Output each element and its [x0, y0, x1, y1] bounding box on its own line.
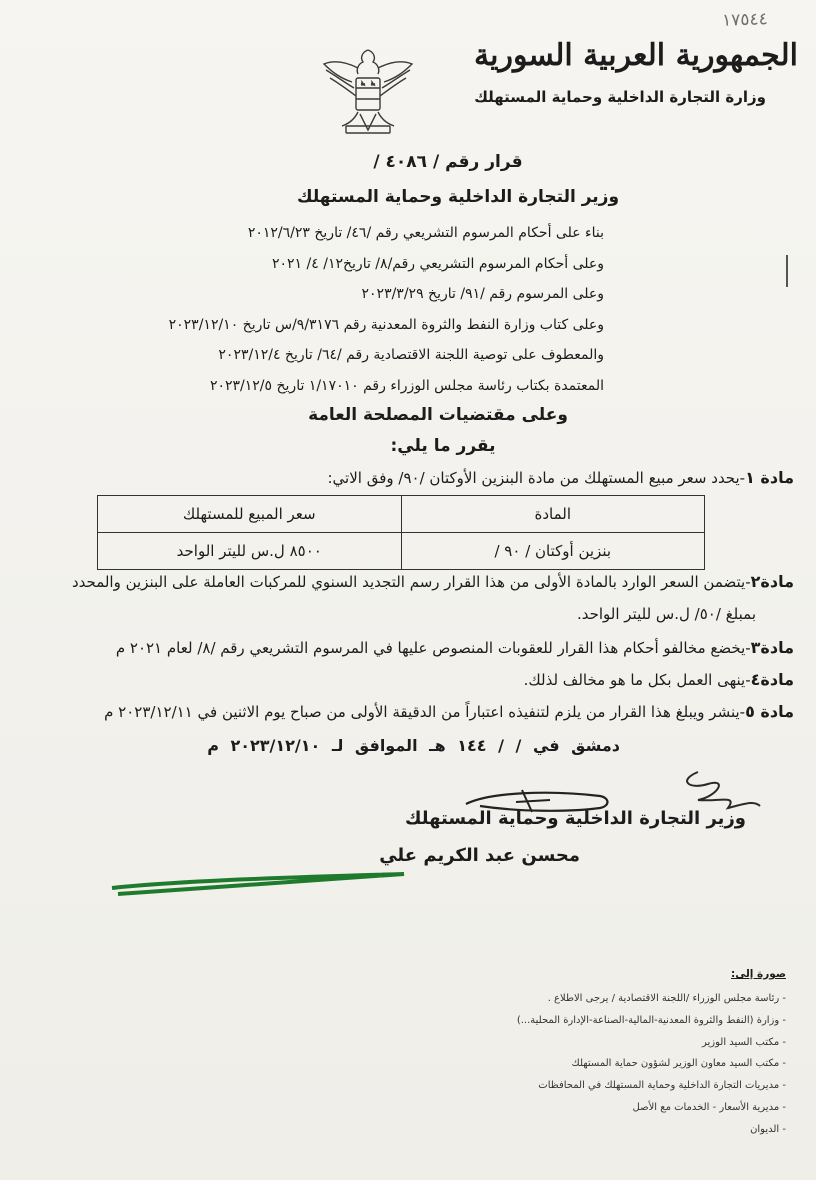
signatory-title: وزير التجارة الداخلية وحماية المستهلك	[405, 808, 746, 829]
table-cell: ٨٥٠٠ ل.س لليتر الواحد	[98, 533, 402, 570]
basis-line: وعلى كتاب وزارة النفط والثروة المعدنية رقم ٩/٣١٧٦/س تاريخ ٢٠٢٣/١٢/١٠	[168, 316, 604, 333]
list-item: - مديرية الأسعار - الخدمات مع الأصل	[632, 1101, 786, 1113]
basis-line: بناء على أحكام المرسوم التشريعي رقم /٤٦/ تاريخ ٢٠١٢/٦/٢٣	[247, 225, 604, 241]
table-header-row	[98, 496, 705, 533]
article-label: مادة٢	[750, 572, 794, 591]
article-text: -يحدد سعر مبيع المستهلك من مادة البنزين الأوكتان /٩٠/ وفق الاتي:	[327, 469, 746, 487]
article-2	[72, 572, 794, 591]
table-header-cell: سعر المبيع للمستهلك	[98, 496, 402, 533]
basis-line: والمعطوف على توصية اللجنة الاقتصادية رقم /٦٤/ تاريخ ٢٠٢٣/١٢/٤	[218, 347, 604, 364]
syrian-eagle-emblem-icon	[318, 38, 418, 138]
article-3	[116, 638, 794, 657]
list-item: - مكتب السيد معاون الوزير لشؤون حماية المستهلك	[571, 1058, 786, 1070]
basis-line: وعلى أحكام المرسوم التشريعي رقم/٨/ تاريخ١٢/ ٤/ ٢٠٢١	[272, 255, 604, 272]
price-table	[97, 495, 705, 570]
list-item: - رئاسة مجلس الوزراء /اللجنة الاقتصادية / يرجى الاطلاع .	[547, 993, 786, 1004]
article-text: -يخضع مخالفو أحكام هذا القرار للعقوبات المنصوص عليها في المرسوم التشريعي رقم /٨/ لعام ٢٠٢١ م	[115, 639, 751, 657]
article-label: مادة٤	[750, 670, 794, 689]
article-4	[524, 670, 794, 689]
legal-basis-list	[168, 218, 604, 402]
issue-date-line: دمشق في / / ١٤٤ هـ الموافق لـ ٢٠٢٣/١٢/١٠ م	[207, 736, 620, 755]
table-row	[98, 533, 705, 570]
article-1	[328, 468, 795, 487]
copies-heading: صورة إلى:	[731, 968, 786, 980]
article-label: مادة ١	[745, 468, 794, 487]
article-5	[104, 702, 794, 721]
list-item: - مكتب السيد الوزير	[702, 1036, 786, 1048]
list-item: - الديوان	[750, 1123, 786, 1135]
article-2-continuation: بمبلغ /٥٠/ ل.س لليتر الواحد.	[576, 605, 756, 623]
article-text: -ينهى العمل بكل ما هو مخالف لذلك.	[523, 671, 751, 689]
issuer-heading: وزير التجارة الداخلية وحماية المستهلك	[296, 187, 620, 207]
article-text: -ينشر ويبلغ هذا القرار من يلزم لتنفيذه اعتباراً من الدقيقة الأولى من صباح يوم الاثنين في ٢٠٢٣/١٢/١١ م	[104, 703, 746, 721]
decision-number: قرار رقم / ٤٠٨٦ /	[373, 152, 523, 172]
table-cell: بنزين أوكتان / ٩٠ /	[401, 533, 705, 570]
reference-number: ١٧٥٤٤	[722, 9, 769, 31]
list-item: - وزارة (النفط والثروة المعدنية-المالية-الصناعة-الإدارة المحلية...)	[516, 1014, 786, 1026]
copies-list	[517, 988, 786, 1141]
decides-heading: يقرر ما يلي:	[390, 436, 496, 456]
basis-line: وعلى المرسوم رقم /٩١/ تاريخ ٢٠٢٣/٣/٢٩	[361, 286, 604, 303]
article-text: -يتضمن السعر الوارد بالمادة الأولى من هذا القرار رسم التجديد السنوي للمركبات العاملة على البنزين والمحدد	[71, 573, 751, 591]
public-interest-line: وعلى مقتضيات المصلحة العامة	[308, 405, 568, 425]
article-label: مادة٣	[750, 638, 794, 657]
green-signature-underline-icon	[108, 868, 408, 898]
country-title: الجمهورية العربية السورية	[474, 38, 798, 73]
article-label: مادة ٥	[745, 702, 794, 721]
list-item: - مديريات التجارة الداخلية وحماية المستهلك في المحافظات	[538, 1080, 786, 1092]
basis-line: المعتمدة بكتاب رئاسة مجلس الوزراء رقم ١/١٧٠١٠ تاريخ ٢٠٢٣/١٢/٥	[209, 377, 604, 394]
ministry-title: وزارة التجارة الداخلية وحماية المستهلك	[474, 88, 766, 106]
signatory-name: محسن عبد الكريم علي	[379, 845, 580, 866]
table-header-cell: المادة	[401, 496, 705, 533]
margin-mark	[786, 255, 788, 287]
